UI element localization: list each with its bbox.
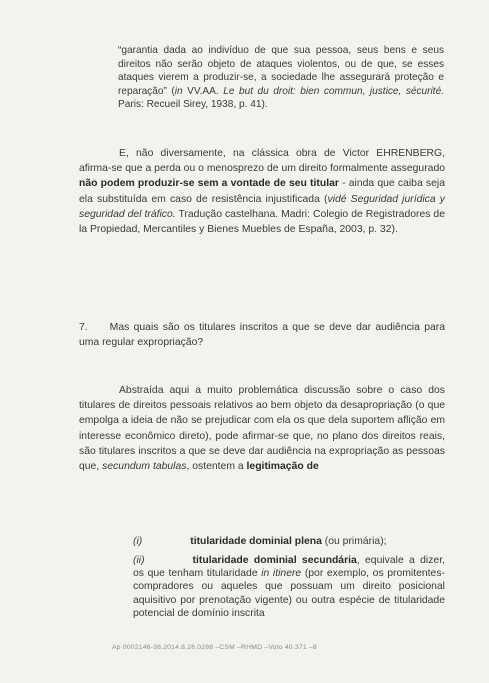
para3-text-2: , ostentem a (186, 461, 247, 473)
item2-text-2: (por exemplo, os promitentes-compradores ou aqueles que possuam um direito posicional aquisitivo por prenotação vigente) ou outra espécie de titularidade potencial de domínio inscrita (133, 568, 445, 619)
list-item-ii (133, 554, 445, 620)
para3-italic: secundum tabulas (102, 461, 187, 473)
citation-publisher: Paris: Recueil Sirey, 1938, p. 41). (118, 99, 268, 111)
citation-authors: VV.AA. (182, 85, 224, 97)
quote-text: “garantia dada ao indivíduo de que sua pessoa, seus bens e seus direitos não serão objeto de ataques violentos, ou de que, se esses ataques vierem a produzir-se, a sociedade lhe assegurará proteção e reparação” ( (118, 45, 444, 97)
page-footer: Ap 0002146-38.2014.8.26.0288 –CSM –RHMD –Voto 40.371 –8 (112, 644, 317, 651)
para1-bold: não podem produzir-se sem a vontade de seu titular (79, 178, 339, 190)
list-marker: (ii) (133, 555, 145, 566)
item2-bold: titularidade dominial secundária (192, 555, 357, 566)
para3-bold: legitimação de (246, 461, 319, 473)
item1-bold: titularidade dominial plena (190, 536, 322, 547)
item1-rest: (ou primária); (321, 536, 387, 547)
list-marker: (i) (133, 536, 143, 547)
para1-text-1: E, não diversamente, na clássica obra de Victor EHRENBERG, afirma-se que a perda ou o menosprezo de um direito formalmente assegurado (79, 148, 445, 175)
citation-title: Le but du droit: bien commun, justice, sécurité. (223, 85, 444, 97)
paragraph-7-text: Mas quais são os titulares inscritos a que se deve dar audiência para uma regular expropriação? (79, 322, 445, 349)
para1-italic-title: vidé Seguridad jurídica y seguridad del tráfico. (79, 193, 445, 220)
para3-text-1: Abstraída aqui a muito problemática discussão sobre o caso dos titulares de direitos pessoais relativos ao bem objeto da desapropriação (o que empolga a ideia de não se prejudicar com ela os que dela suportem aflição em interesse econômico direto), pode afirmar-se que, no plano dos direitos reais, são titulares inscritos a que se deve dar audiência na expropriação as pessoas que, (79, 385, 445, 473)
citation-in: in (174, 85, 183, 97)
item2-italic: in itinere (261, 568, 302, 580)
paragraph-ehrenberg (79, 146, 445, 237)
paragraph-abstraida (79, 383, 445, 474)
paragraph-number: 7. (79, 322, 88, 333)
paragraph-7 (79, 320, 445, 350)
quotation-block (118, 44, 444, 112)
list-item-i (133, 534, 445, 549)
para1-text-2: - ainda que caiba seja ela substituída em caso de resistência injustificada ( (79, 178, 445, 205)
para1-text-3: Tradução castelhana. Madri: Colegio de Registradores de la Propiedad, Mercantiles y Bienes Muebles de España, 2003, p. 32). (79, 208, 445, 236)
item2-text-1: , equivale a dizer, os que tenham titularidade (133, 555, 445, 580)
